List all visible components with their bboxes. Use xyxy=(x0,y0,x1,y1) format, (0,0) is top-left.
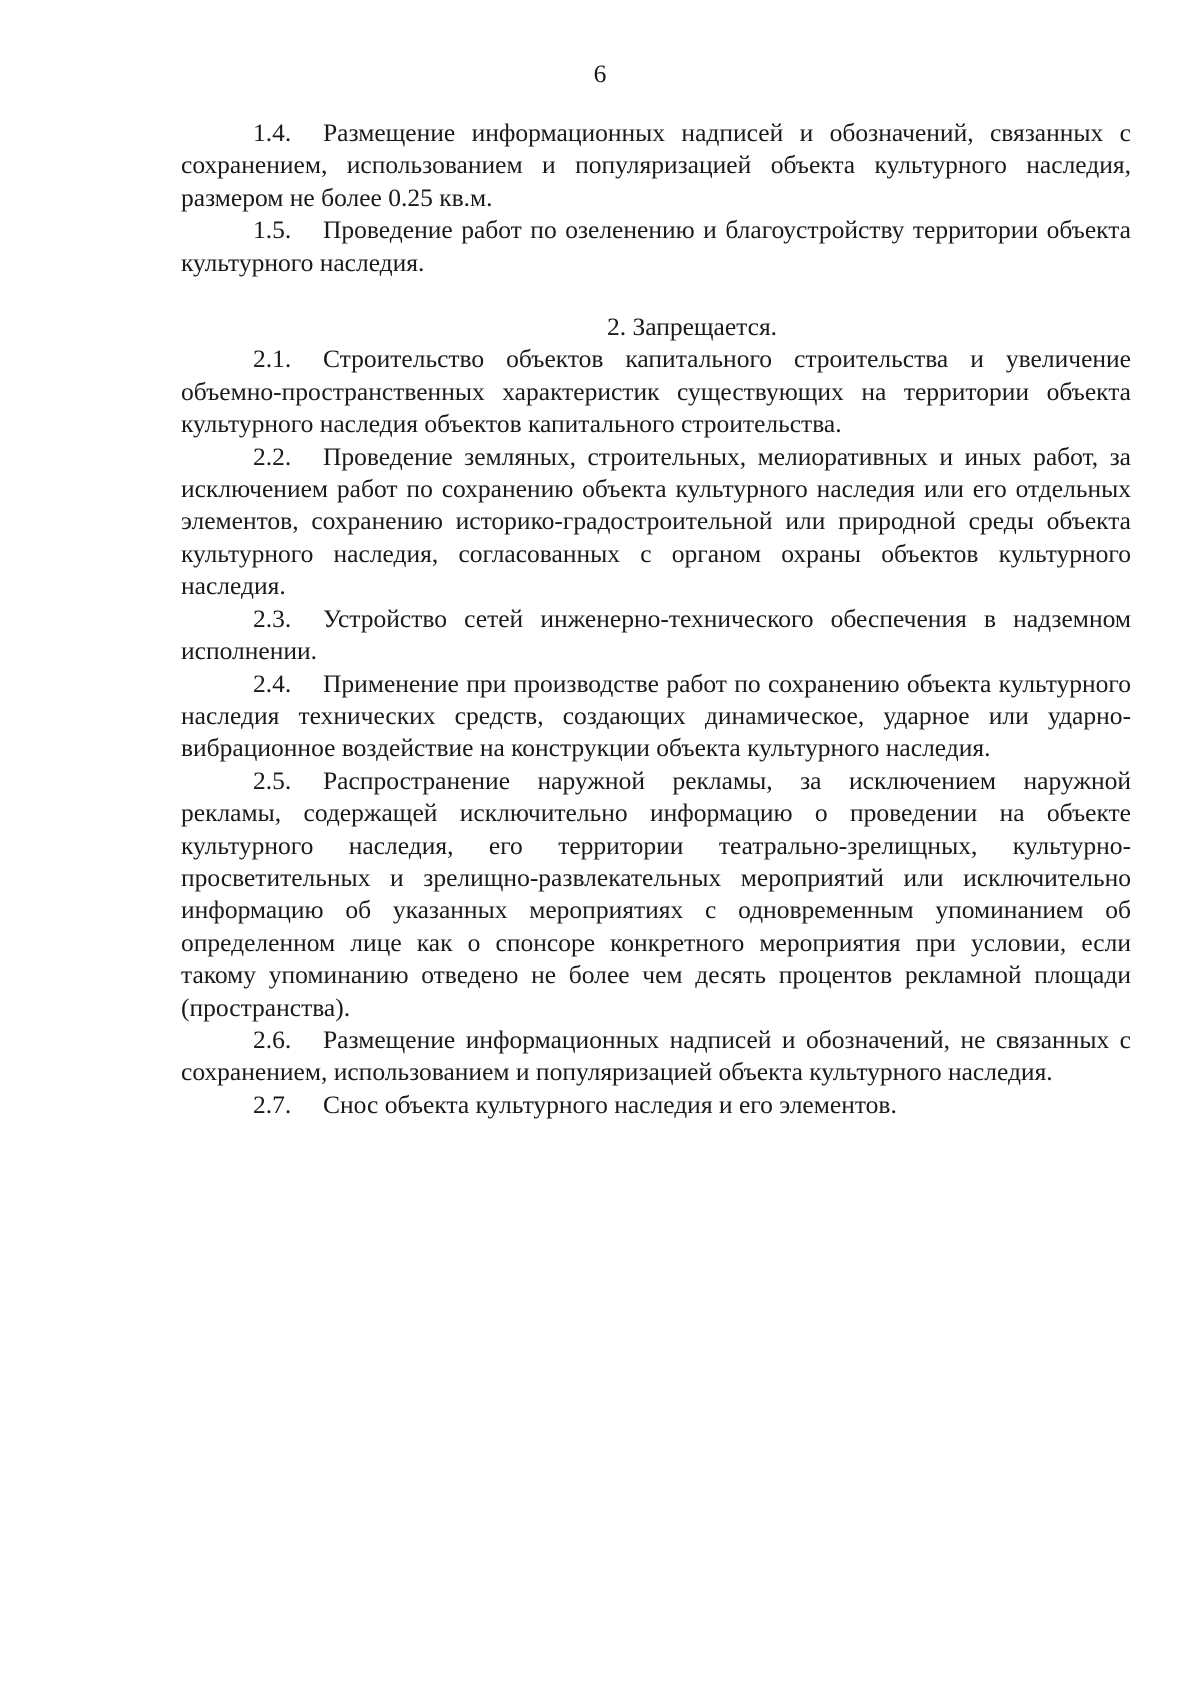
clause-2-3 xyxy=(181,603,1131,668)
clause-text: Устройство сетей инженерно-технического обеспечения в надземном исполнении. xyxy=(181,603,1131,666)
clause-text: Размещение информационных надписей и обозначений, не связанных с сохранением, использованием и популяризацией объекта культурного наследия. xyxy=(181,1024,1131,1087)
clause-number: 1.4. xyxy=(253,118,292,147)
clause-2-1 xyxy=(181,343,1131,440)
clause-text: Применение при производстве работ по сохранению объекта культурного наследия технических средств, создающих динамическое, ударное или ударно-вибрационное воздействие на конструкции объекта культурного наследия. xyxy=(181,668,1131,763)
clause-1-5 xyxy=(181,214,1131,279)
clause-number: 2.1. xyxy=(253,344,292,374)
document-body xyxy=(181,117,1131,1121)
clause-number: 2.7. xyxy=(253,1089,292,1119)
clause-1-4 xyxy=(181,117,1131,214)
clause-2-6 xyxy=(181,1024,1131,1089)
clause-number: 2.2. xyxy=(253,441,292,471)
clause-text: Снос объекта культурного наследия и его элементов. xyxy=(323,1089,897,1119)
clause-2-4 xyxy=(181,668,1131,765)
clause-text: Проведение земляных, строительных, мелиоративных и иных работ, за исключением работ по сохранению объекта культурного наследия или его отдельных элементов, сохранению историко-градостроительной или природной среды объекта культурного наследия, согласованных с органом охраны объектов культурного наследия. xyxy=(181,441,1131,601)
clause-number: 2.5. xyxy=(253,765,292,795)
clause-number: 2.4. xyxy=(253,668,292,698)
clause-text: Распространение наружной рекламы, за исключением наружной рекламы, содержащей исключительно информацию о проведении на объекте культурного наследия, его территории театрально-зрелищных, культурно-просветительных и зрелищно-развлекательных мероприятий или исключительно информацию об указанных мероприятиях с одновременным упоминанием об определенном лице как о спонсоре конкретного мероприятия при условии, если такому упоминанию отведено не более чем десять процентов рекламной площади (пространства). xyxy=(181,765,1131,1022)
clause-number: 1.5. xyxy=(253,215,292,245)
clause-text: Проведение работ по озеленению и благоустройству территории объекта культурного наследия. xyxy=(181,215,1131,277)
clause-2-5 xyxy=(181,765,1131,1024)
page-number: 6 xyxy=(593,59,607,88)
section-heading: 2. Запрещается. xyxy=(606,312,778,342)
clause-text: Строительство объектов капитального строительства и увеличение объемно-пространственных характеристик существующих на территории объекта культурного наследия объектов капитального строительства. xyxy=(181,344,1131,439)
clause-number: 2.6. xyxy=(253,1024,292,1054)
clause-number: 2.3. xyxy=(253,603,292,633)
clause-text: Размещение информационных надписей и обозначений, связанных с сохранением, использованием и популяризацией объекта культурного наследия, размером не более 0.25 кв.м. xyxy=(181,118,1131,212)
clause-2-2 xyxy=(181,441,1131,603)
clause-2-7 xyxy=(181,1089,1131,1121)
